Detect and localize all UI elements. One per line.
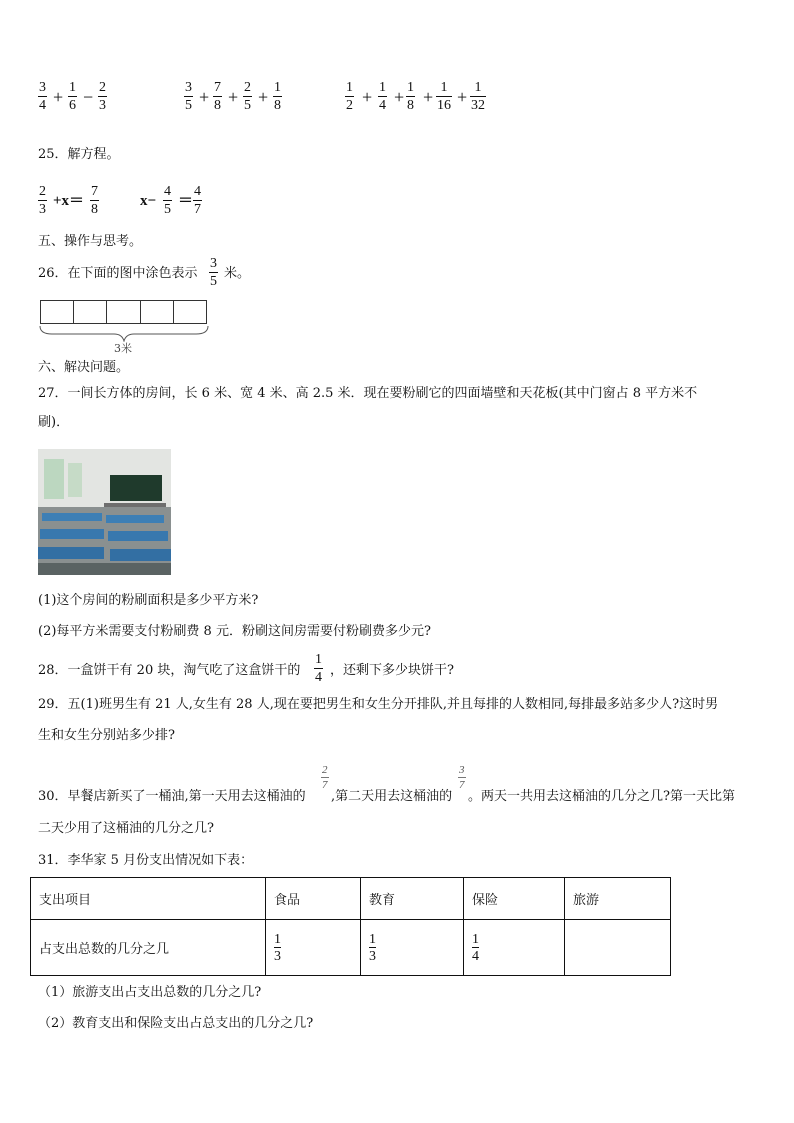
fraction: $\frac{1}{4}$ xyxy=(472,931,479,964)
fraction: $\frac{1}{4}$ xyxy=(315,652,322,685)
question-28-text: 28．一盒饼干有 20 块，淘气吃了这盒饼干的 xyxy=(38,663,301,678)
operator: + xyxy=(258,87,269,107)
table-row xyxy=(31,920,671,976)
fraction: $\frac{1}{8}$ xyxy=(407,80,414,113)
table-cell xyxy=(464,920,565,976)
question-27-line-1: 27．一间长方体的房间，长 6 米、宽 4 米、高 2.5 米．现在要粉刷它的四面墙壁和天花板(其中门窗占 8 平方米不 xyxy=(38,386,698,401)
question-29-line-1: 29．五(1)班男生有 21 人,女生有 28 人,现在要把男生和女生分开排队,并且每排的人数相同,每排最多站多少人?这时男 xyxy=(38,697,719,712)
question-30-part-3: 。两天一共用去这桶油的几分之几?第一天比第 xyxy=(468,789,735,804)
operator: + xyxy=(362,87,373,107)
operator: + xyxy=(423,87,434,107)
section-5-heading: 五、操作与思考。 xyxy=(38,234,143,249)
question-26-text: 26．在下面的图中涂色表示 xyxy=(38,266,198,281)
section-6-heading: 六、解决问题。 xyxy=(38,360,130,375)
question-31-sub-1: （1）旅游支出占支出总数的几分之几? xyxy=(38,985,262,1000)
question-27-line-2: 刷)． xyxy=(38,415,70,430)
fraction: $\frac{1}{16}$ xyxy=(437,80,451,113)
question-27-sub-1: (1)这个房间的粉刷面积是多少平方米? xyxy=(38,593,259,608)
fraction: $\frac{4}{7}$ xyxy=(194,184,201,217)
brace-label: 3米 xyxy=(114,342,132,355)
fraction: $\frac{3}{5}$ xyxy=(185,80,192,113)
fraction: $\frac{4}{5}$ xyxy=(164,184,171,217)
table-row-label: 占支出总数的几分之几 xyxy=(31,920,266,976)
table-cell-empty[interactable] xyxy=(565,920,671,976)
fraction: $\frac{1}{3}$ xyxy=(274,931,281,964)
equation-text: x− xyxy=(140,193,157,209)
question-29-line-2: 生和女生分别站多少排? xyxy=(38,728,175,743)
fraction: $\frac{7}{8}$ xyxy=(214,80,221,113)
operator: + xyxy=(199,87,210,107)
fraction: $\frac{2}{7}$ xyxy=(322,764,328,791)
table-header-cell: 保险 xyxy=(464,878,565,920)
classroom-photo xyxy=(38,449,171,575)
question-27-sub-2: (2)每平方米需要支付粉刷费 8 元．粉刷这间房需要付粉刷费多少元? xyxy=(38,624,431,639)
question-26-unit: 米。 xyxy=(224,266,251,281)
table-header-cell: 旅游 xyxy=(565,878,671,920)
bar-diagram xyxy=(40,300,207,324)
question-30-part-2: ,第二天用去这桶油的 xyxy=(331,789,453,804)
table-header-row xyxy=(31,878,671,920)
fraction: $\frac{2}{5}$ xyxy=(244,80,251,113)
fraction: $\frac{1}{4}$ xyxy=(379,80,386,113)
operator: + xyxy=(457,87,468,107)
table-cell xyxy=(266,920,361,976)
table-cell xyxy=(361,920,464,976)
fraction: $\frac{7}{8}$ xyxy=(91,184,98,217)
fraction: $\frac{3}{4}$ xyxy=(39,80,46,113)
bar-cells[interactable] xyxy=(40,300,207,324)
fraction: $\frac{2}{3}$ xyxy=(99,80,106,113)
question-31-sub-2: （2）教育支出和保险支出占总支出的几分之几? xyxy=(38,1016,314,1031)
table-header-cell: 食品 xyxy=(266,878,361,920)
fraction: $\frac{1}{3}$ xyxy=(369,931,376,964)
question-25-title: 25．解方程。 xyxy=(38,147,120,162)
question-31-title: 31．李华家 5 月份支出情况如下表： xyxy=(38,853,254,868)
question-30-line-2: 二天少用了这桶油的几分之几? xyxy=(38,821,214,836)
fraction: $\frac{1}{2}$ xyxy=(346,80,353,113)
operator: + xyxy=(394,87,405,107)
fraction: $\frac{3}{7}$ xyxy=(459,764,465,791)
table-header-cell: 教育 xyxy=(361,878,464,920)
operator: + xyxy=(53,87,64,107)
fraction: $\frac{1}{32}$ xyxy=(471,80,485,113)
operator: − xyxy=(83,87,94,107)
fraction: $\frac{2}{3}$ xyxy=(39,184,46,217)
equation-text: ＝ xyxy=(178,193,194,209)
expense-table xyxy=(30,877,671,976)
question-28-tail: ，还剩下多少块饼干? xyxy=(330,663,454,678)
equation-text: +x＝ xyxy=(53,193,85,209)
fraction: $\frac{3}{5}$ xyxy=(210,256,217,289)
operator: + xyxy=(228,87,239,107)
fraction: $\frac{1}{6}$ xyxy=(69,80,76,113)
fraction: $\frac{1}{8}$ xyxy=(274,80,281,113)
table-header-cell: 支出项目 xyxy=(31,878,266,920)
question-30-part-1: 30．早餐店新买了一桶油,第一天用去这桶油的 xyxy=(38,789,306,804)
